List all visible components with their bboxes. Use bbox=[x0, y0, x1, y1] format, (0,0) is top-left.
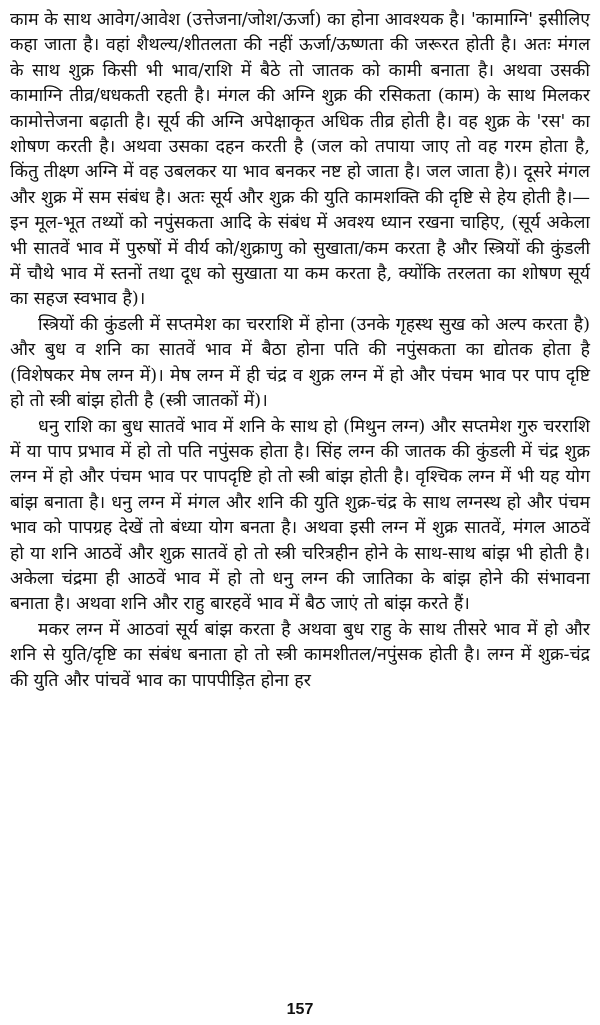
paragraph-1: काम के साथ आवेग/आवेश (उत्तेजना/जोश/ऊर्जा) का होना आवश्यक है। 'कामाग्नि' इसीलिए कहा जाता है। वहां शैथल्य/शीतलता की नहीं ऊर्जा/ऊष्णता की जरूरत होती है। अतः मंगल के साथ शुक्र किसी भी भाव/राशि में बैठे तो जातक को कामी बनाता है। अथवा उसकी कामाग्नि तीव्र/धधकती रहती है। मंगल की अग्नि शुक्र की रसिकता (काम) के साथ मिलकर कामोत्तेजना बढ़ाती है। सूर्य की अग्नि अपेक्षाकृत अधिक तीव्र होती है। वह शुक्र के 'रस' का शोषण करती है। अथवा उसका दहन करती है (जल को तपाया जाए तो वह गरम होता है, किंतु तीक्ष्ण अग्नि में वह उबलकर या भाव बनकर नष्ट हो जाता है। जल जाता है)। दूसरे मंगल और शुक्र में सम संबंध है। अतः सूर्य और शुक्र की युति कामशक्ति की दृष्टि से हेय होती है।—इन मूल-भूत तथ्यों को नपुंसकता आदि के संबंध में अवश्य ध्यान रखना चाहिए, (सूर्य अकेला भी सातवें भाव में पुरुषों में वीर्य को/शुक्राणु को सुखाता/कम करता है और स्त्रियों की कुंडली में चौथे भाव में स्तनों तथा दूध को सुखाता या कम करता है, क्योंकि तरलता का शोषण सूर्य का सहज स्वभाव है)। bbox=[10, 10, 590, 310]
paragraph-3: धनु राशि का बुध सातवें भाव में शनि के साथ हो (मिथुन लग्न) और सप्तमेश गुरु चरराशि में या पाप प्रभाव में हो तो पति नपुंसक होता है। सिंह लग्न की जातक की कुंडली में चंद्र शुक्र लग्न में हो और पंचम भाव पर पापदृष्टि हो तो स्त्री बांझ होती है। वृश्चिक लग्न में भी यह योग बांझ बनाता है। धनु लग्न में मंगल और शनि की युति शुक्र-चंद्र के साथ लग्नस्थ हो और पंचम भाव को पापग्रह देखें तो बंध्या योग बनता है। अथवा इसी लग्न में शुक्र सातवें, मंगल आठवें हो या शनि आठवें और शुक्र सातवें हो तो स्त्री चरित्रहीन होने के साथ-साथ बांझ भी होती है। अकेला चंद्रमा ही आठवें भाव में हो तो धनु लग्न की जातिका के बांझ होने की संभावना बनाता है। अथवा शनि और राहु बारहवें भाव में बैठ जाएं तो बांझ करते हैं। bbox=[10, 416, 590, 615]
body-text bbox=[10, 8, 590, 694]
page-number: 157 bbox=[286, 1001, 314, 1018]
paragraph-4: मकर लग्न में आठवां सूर्य बांझ करता है अथवा बुध राहु के साथ तीसरे भाव में हो और शनि से युति/दृष्टि का संबंध बनाता हो तो स्त्री कामशीतल/नपुंसक होती है। लग्न में शुक्र-चंद्र की युति और पांचवें भाव का पापपीड़ित होना हर bbox=[10, 619, 590, 691]
paragraph-2: स्त्रियों की कुंडली में सप्तमेश का चरराशि में होना (उनके गृहस्थ सुख को अल्प करता है) और बुध व शनि का सातवें भाव में बैठा होना पति की नपुंसकता का द्योतक होता है (विशेषकर मेष लग्न में)। मेष लग्न में ही चंद्र व शुक्र लग्न में हो और पंचम भाव पर पाप दृष्टि हो तो स्त्री बांझ होती है (स्त्री जातकों में)। bbox=[10, 314, 590, 412]
